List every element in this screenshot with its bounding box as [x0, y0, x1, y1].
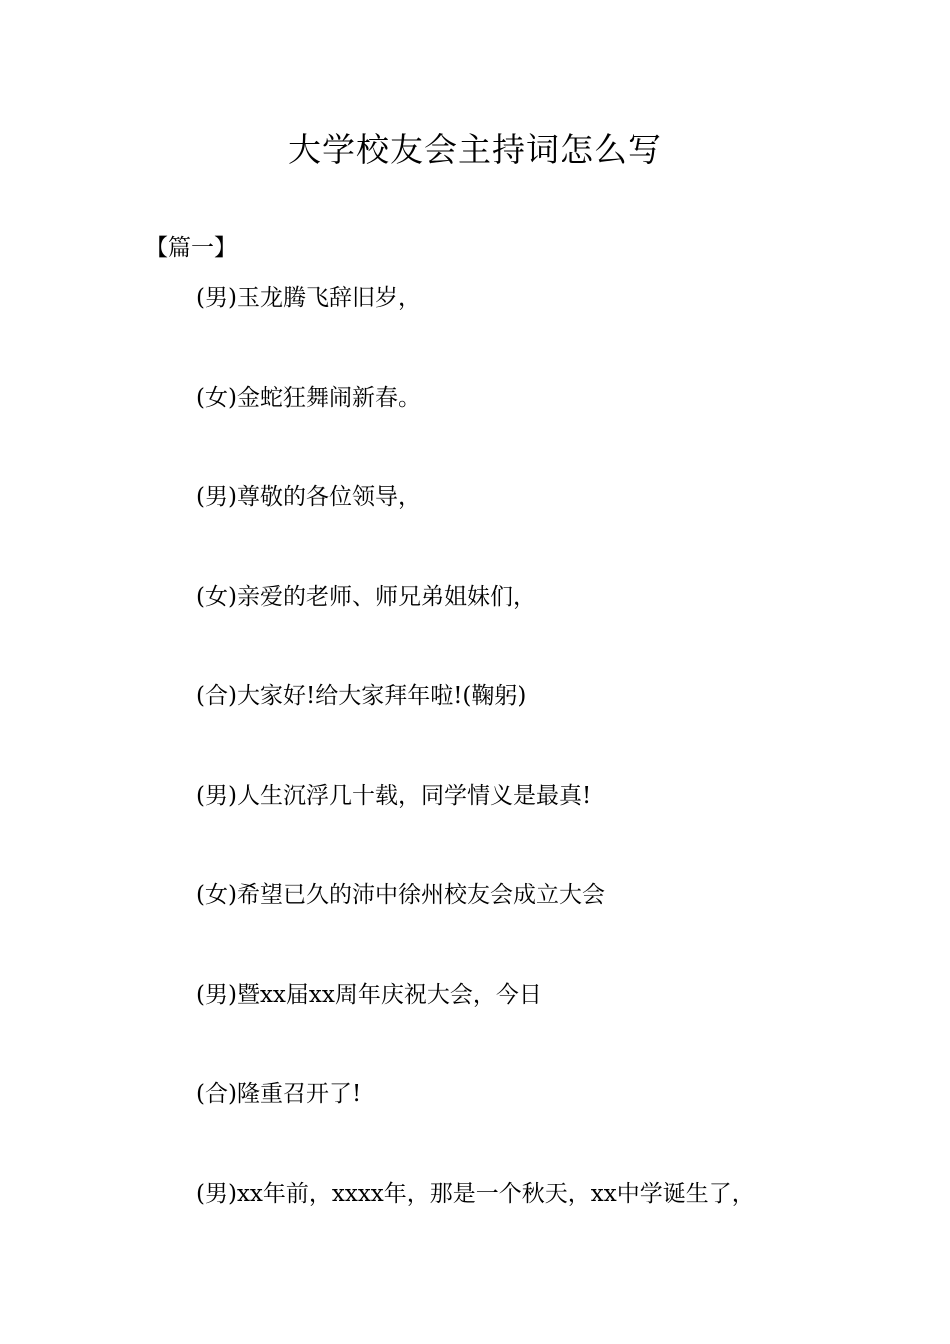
script-line: (男)暨xx届xx周年庆祝大会，今日 [196, 981, 542, 1008]
script-line: (女)金蛇狂舞闹新春。 [196, 384, 421, 411]
script-line: (合)大家好!给大家拜年啦!(鞠躬) [196, 683, 527, 709]
script-line: (女)希望已久的沛中徐州校友会成立大会 [196, 882, 605, 908]
script-line: (男)人生沉浮几十载，同学情义是最真! [196, 782, 592, 809]
script-line: (男)玉龙腾飞辞旧岁， [196, 285, 421, 311]
script-line: (合)隆重召开了! [196, 1081, 362, 1107]
script-line: (男)xx年前，xxxx年，那是一个秋天，xx中学诞生了， [196, 1180, 755, 1207]
section-label: 【篇一】 [145, 235, 237, 261]
script-lines [196, 280, 916, 1275]
script-line: (女)亲爱的老师、师兄弟姐妹们， [196, 583, 536, 610]
document-title: 大学校友会主持词怎么写 [288, 130, 662, 169]
script-line: (男)尊敬的各位领导， [196, 484, 421, 510]
